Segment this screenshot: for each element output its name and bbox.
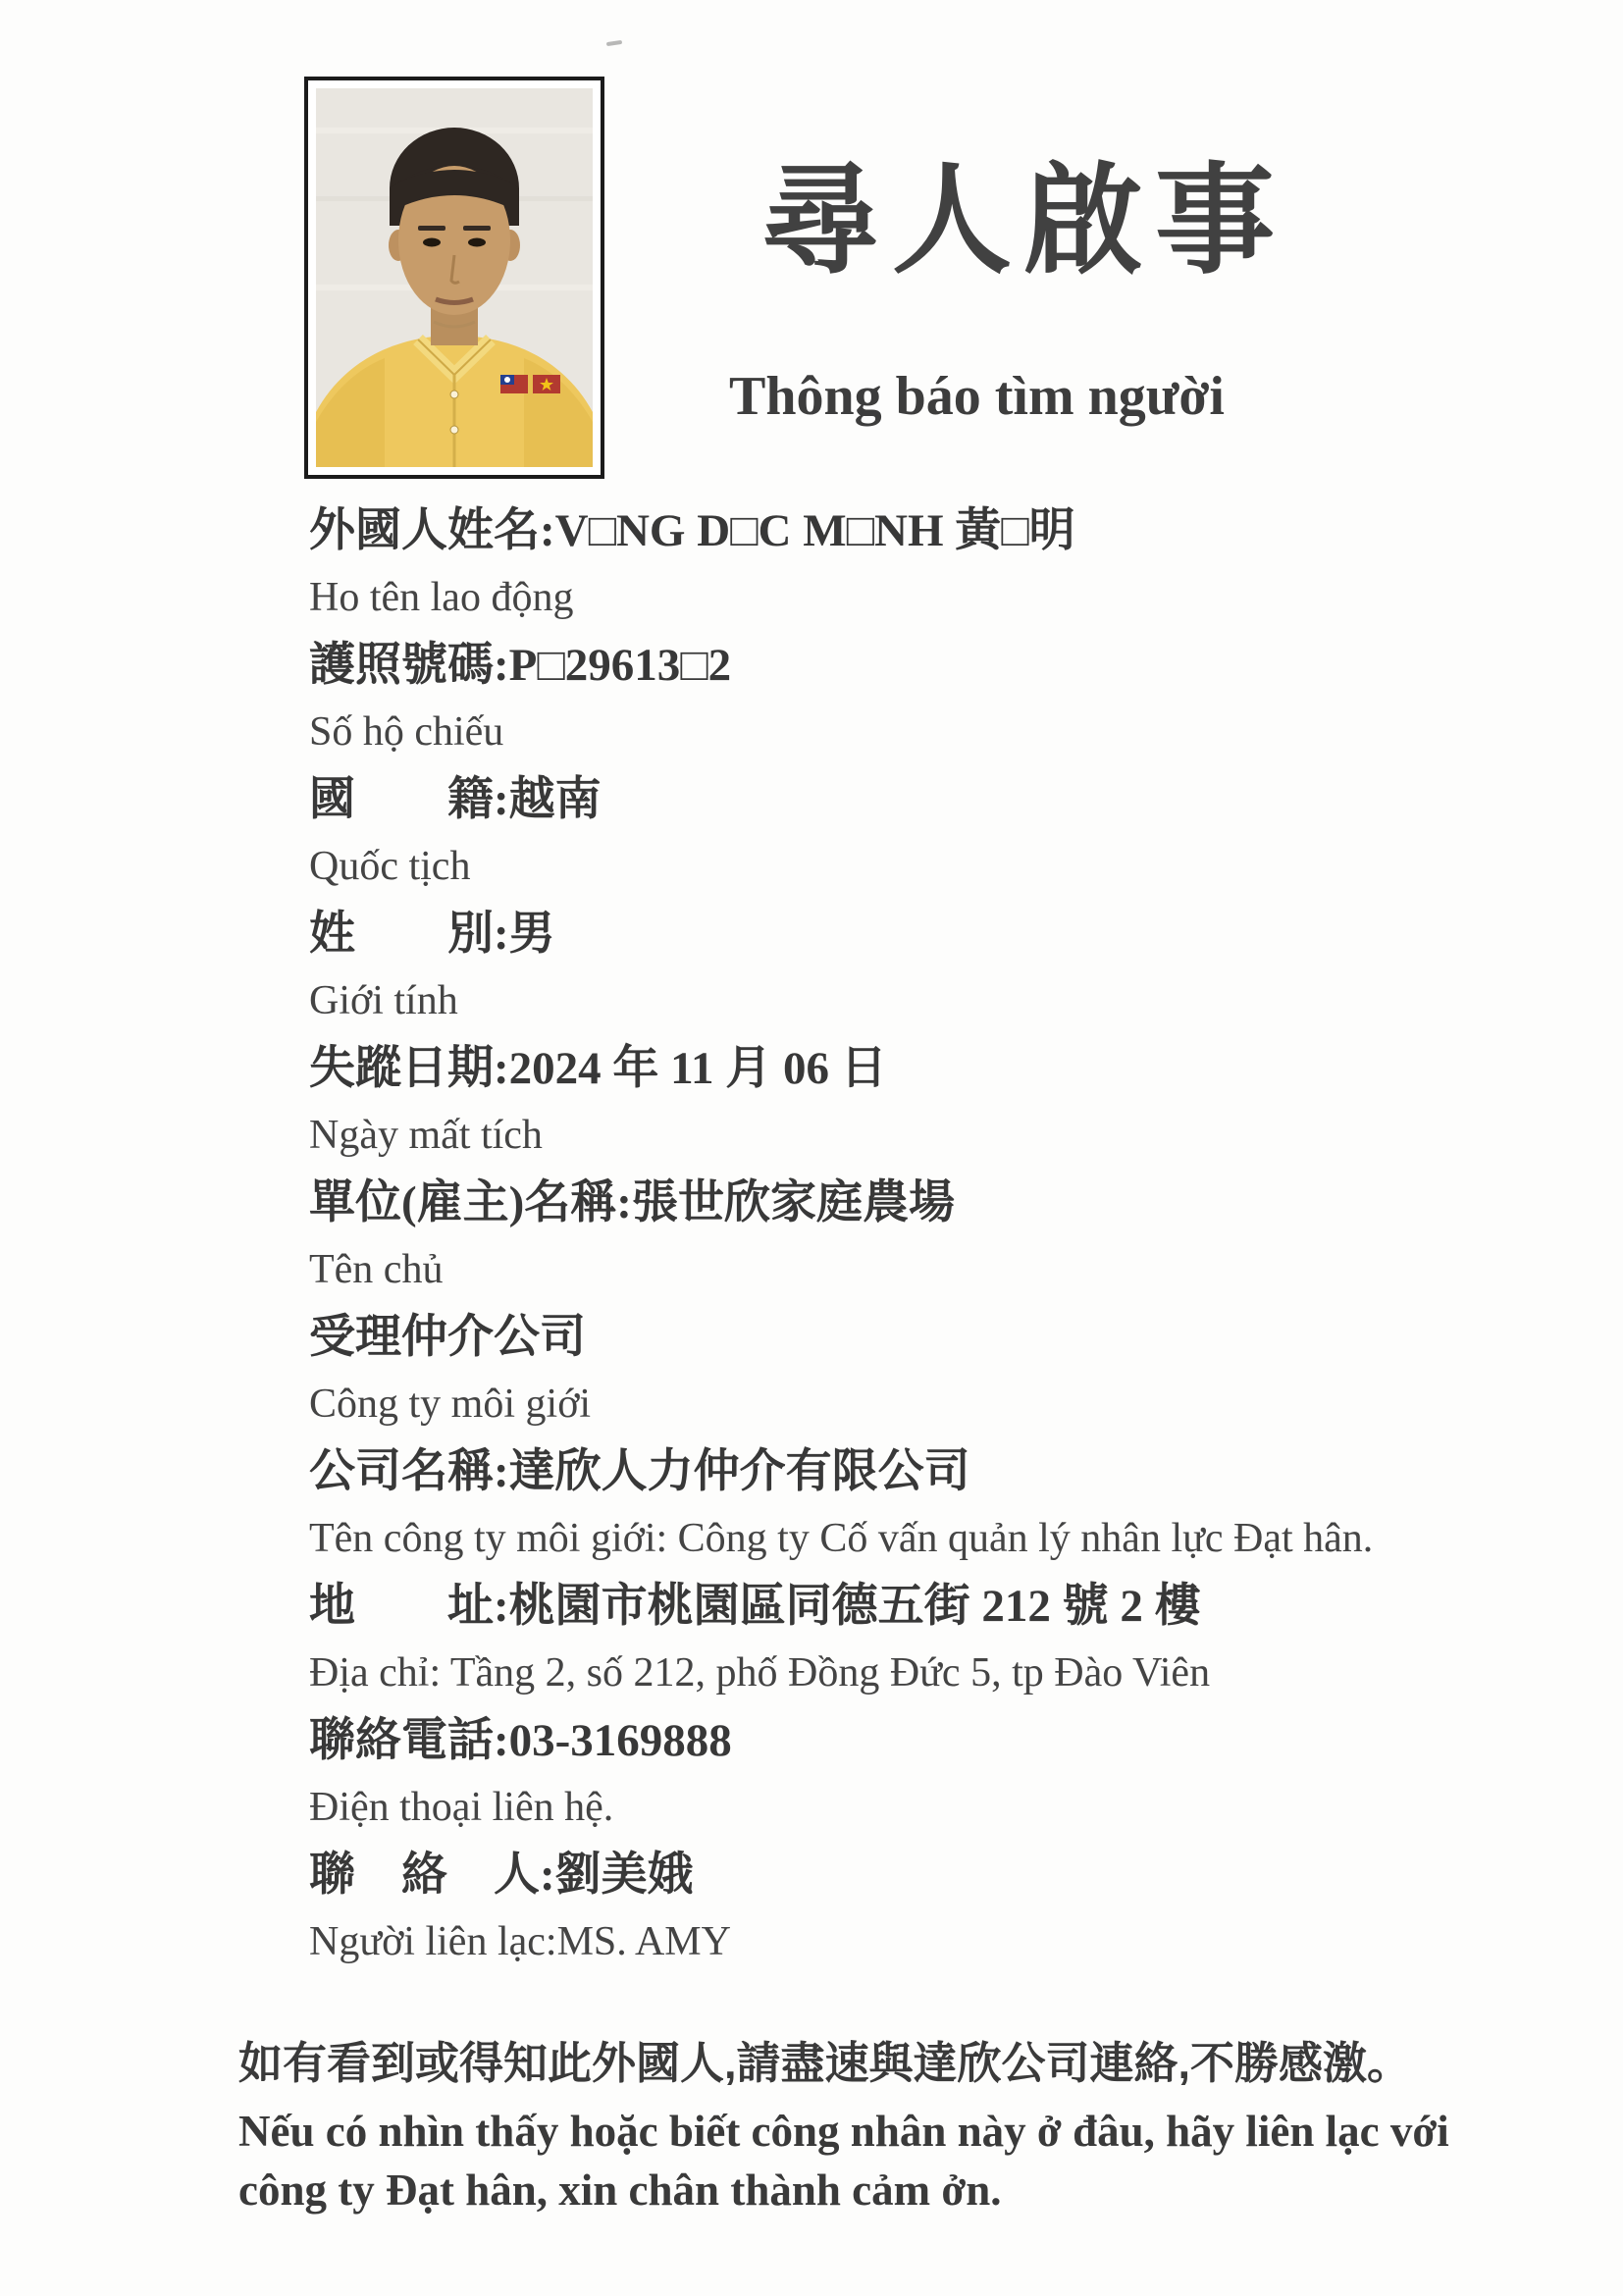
field-main-text: 公司名稱:達欣人力仲介有限公司 [309,1446,970,1497]
field-sub-text: Người liên lạc:MS. AMY [309,1919,731,1964]
field-sub-text: Điện thoại liên hệ. [309,1785,614,1830]
vietnam-flag-icon [533,375,560,393]
notice-fields [309,496,1545,1974]
field-main-text: 姓 別:男 [309,909,555,960]
portrait-illustration [316,88,593,467]
field-phone [309,1705,1545,1840]
field-foreigner-name [309,496,1545,630]
footer-vietnamese-line-1: Nếu có nhìn thấy hoặc biết công nhân này ở đâu, hãy liên lạc với [238,2107,1449,2156]
field-sub-text: Công ty môi giới [309,1382,592,1427]
field-passport-number [309,630,1545,764]
field-sub-text: Tên chủ [309,1247,444,1292]
field-main-text: 國 籍:越南 [309,774,602,825]
field-sub-text: Ngày mất tích [309,1113,543,1158]
footer-vietnamese-line-2: công ty Đạt hân, xin chân thành cảm ởn. [238,2166,1002,2215]
field-gender [309,899,1545,1033]
field-contact-person [309,1840,1545,1974]
field-main-text: 聯 絡 人:劉美娥 [309,1850,694,1901]
field-sub-text: Giới tính [309,978,458,1023]
field-main-text: 地 址:桃園市桃園區同德五街 212 號 2 樓 [309,1581,1201,1632]
footer-chinese-line: 如有看到或得知此外國人,請盡速與達欣公司連絡,不勝感激。 [238,2038,1412,2088]
field-sub-text: Tên công ty môi giới: Công ty Cố vấn quản lý nhân lực Đạt hân. [309,1516,1374,1561]
field-main-text: 失蹤日期:2024 年 11 月 06 日 [309,1043,887,1094]
portrait-photo [304,77,604,479]
footer-note [238,2033,1583,2219]
field-nationality [309,764,1545,899]
field-employer-name [309,1168,1545,1302]
field-sub-text: Quốc tịch [309,844,471,889]
field-main-text: 外國人姓名:V□NG D□C M□NH 黃□明 [309,505,1075,556]
field-sub-text: Địa chỉ: Tầng 2, số 212, phố Đồng Đức 5, tp Đào Viên [309,1650,1211,1696]
field-sub-text: Số hộ chiếu [309,709,504,755]
field-company-name [309,1436,1545,1571]
taiwan-flag-icon [500,375,528,393]
field-main-text: 單位(雇主)名稱:張世欣家庭農場 [309,1177,955,1228]
field-address [309,1571,1545,1705]
field-agency-heading [309,1302,1545,1436]
field-missing-date [309,1033,1545,1168]
page-title-vietnamese: Thông báo tìm người [729,366,1225,427]
scan-artifact [606,40,622,46]
page-title-chinese: 尋人啟事 [760,154,1286,287]
field-main-text: 受理仲介公司 [309,1312,586,1363]
field-main-text: 聯絡電話:03-3169888 [309,1715,732,1766]
field-sub-text: Ho tên lao động [309,575,574,620]
field-main-text: 護照號碼:P□29613□2 [309,640,732,691]
